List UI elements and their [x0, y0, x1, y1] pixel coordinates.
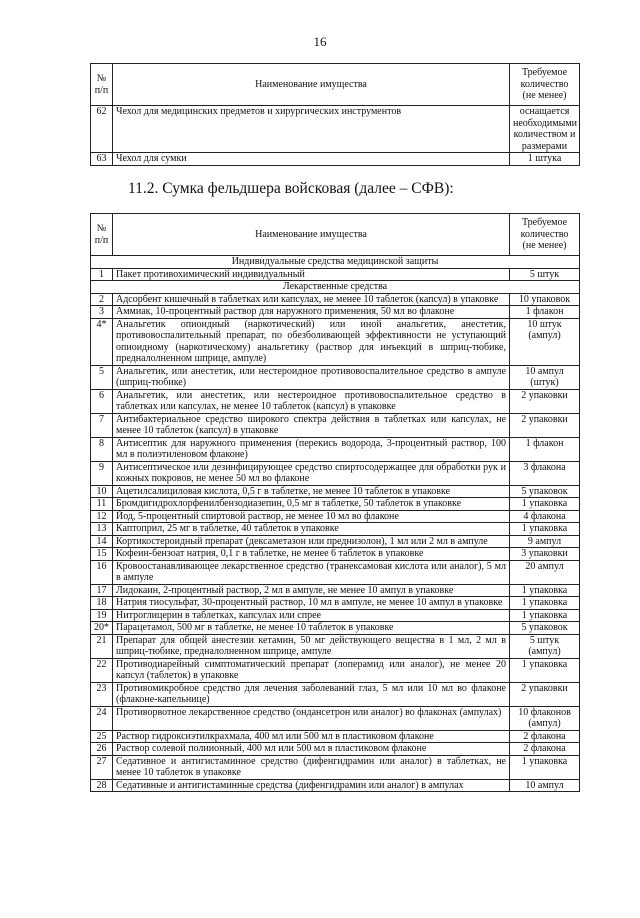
row-number: 26: [91, 743, 113, 756]
item-name: Кортикостероидный препарат (дексаметазон или преднизолон), 1 мл или 2 мл в ампуле: [113, 535, 510, 548]
header-num: № п/п: [91, 214, 113, 256]
header-name: Наименование имущества: [113, 214, 510, 256]
item-name: Препарат для общей анестезии кетамин, 50 мг действующего вещества в 1 мл, 2 мл в шприц-тюбике, предналолненном шприце, ампуле: [113, 634, 510, 658]
table-row: [91, 755, 580, 779]
item-name: Антисептик для наружного применения (перекись водорода, 3-процентный раствор, 100 мл в полиэтиленовом флаконе): [113, 437, 510, 461]
item-name: Противорвотное лекарственное средство (ондансетрон или аналог) во флаконах (ампулах): [113, 706, 510, 730]
item-quantity: 5 штук: [510, 268, 580, 281]
item-quantity: 10 флаконов (ампул): [510, 706, 580, 730]
table-row: [91, 535, 580, 548]
item-name: Ацетилсалициловая кислота, 0,5 г в таблетке, не менее 10 таблеток в упаковке: [113, 485, 510, 498]
item-name: Кровоостанавливающее лекарственное средство (транексамовая кислота или аналог), 5 мл в ампуле: [113, 560, 510, 584]
item-name: Чехол для сумки: [113, 153, 510, 166]
row-number: 5: [91, 365, 113, 389]
row-number: 11: [91, 498, 113, 511]
item-name: Нитроглицерин в таблетках, капсулах или спрее: [113, 609, 510, 622]
item-name: Каптоприл, 25 мг в таблетке, 40 таблеток в упаковке: [113, 523, 510, 536]
row-number: 9: [91, 461, 113, 485]
row-number: 62: [91, 106, 113, 153]
item-quantity: 1 упаковка: [510, 597, 580, 610]
item-name: Антисептическое или дезинфицирующее средство спиртосодержащее для обработки рук и кожных покровов, не менее 50 мл во флаконе: [113, 461, 510, 485]
row-number: 13: [91, 523, 113, 536]
item-quantity: 1 упаковка: [510, 755, 580, 779]
item-quantity: 9 ампул: [510, 535, 580, 548]
table-row: [91, 498, 580, 511]
row-number: 14: [91, 535, 113, 548]
row-number: 27: [91, 755, 113, 779]
item-quantity: 10 ампул (штук): [510, 365, 580, 389]
item-quantity: 1 штука: [510, 153, 580, 166]
item-quantity: 5 упаковок: [510, 622, 580, 635]
row-number: 63: [91, 153, 113, 166]
table-row: [91, 560, 580, 584]
item-name: Натрия тиосульфат, 30-процентный раствор, 10 мл в ампуле, не менее 10 ампул в упаковке: [113, 597, 510, 610]
item-quantity: 10 ампул: [510, 779, 580, 792]
item-name: Противомикробное средство для лечения заболеваний глаз, 5 мл или 10 мл во флаконе (флаконе-капельнице): [113, 682, 510, 706]
table-row: [91, 634, 580, 658]
row-number: 10: [91, 485, 113, 498]
item-quantity: 1 флакон: [510, 306, 580, 319]
item-quantity: 1 упаковка: [510, 609, 580, 622]
table-row: [91, 389, 580, 413]
row-number: 7: [91, 413, 113, 437]
table-row: [91, 485, 580, 498]
table-row: [91, 106, 580, 153]
item-quantity: 5 штук (ампул): [510, 634, 580, 658]
header-num: № п/п: [91, 64, 113, 106]
section-heading: 11.2. Сумка фельдшера войсковая (далее – СФВ):: [128, 180, 454, 197]
item-quantity: 2 флакона: [510, 730, 580, 743]
table-row: [91, 682, 580, 706]
row-number: 20*: [91, 622, 113, 635]
table-row: [91, 548, 580, 561]
table-row: [91, 743, 580, 756]
item-quantity: 2 упаковки: [510, 682, 580, 706]
row-number: 24: [91, 706, 113, 730]
item-name: Седативное и антигистаминное средство (дифенгидрамин или аналог) в таблетках, не менее 10 таблеток в упаковке: [113, 755, 510, 779]
table-row: [91, 153, 580, 166]
item-quantity: 4 флакона: [510, 510, 580, 523]
table-row: [91, 730, 580, 743]
page-number: 16: [313, 34, 327, 49]
row-number: 6: [91, 389, 113, 413]
row-number: 19: [91, 609, 113, 622]
item-quantity: оснащается необходимыми количеством и размерами: [510, 106, 580, 153]
header-qty: Требуемое количество (не менее): [510, 64, 580, 106]
table-row: [91, 510, 580, 523]
table-row: [91, 658, 580, 682]
row-number: 17: [91, 584, 113, 597]
row-number: 2: [91, 293, 113, 306]
table-row: [91, 622, 580, 635]
item-name: Адсорбент кишечный в таблетках или капсулах, не менее 10 таблеток (капсул) в упаковке: [113, 293, 510, 306]
table-row: [91, 523, 580, 536]
item-quantity: 1 упаковка: [510, 658, 580, 682]
equipment-table-continued: [90, 63, 580, 166]
table-row: [91, 365, 580, 389]
table-row: [91, 597, 580, 610]
table-row: [91, 706, 580, 730]
item-name: Йод, 5-процентный спиртовой раствор, не менее 10 мл во флаконе: [113, 510, 510, 523]
section-label: Лекарственные средства: [91, 281, 580, 294]
item-quantity: 5 упаковок: [510, 485, 580, 498]
item-quantity: 1 флакон: [510, 437, 580, 461]
item-quantity: 1 упаковка: [510, 498, 580, 511]
item-name: Парацетамол, 500 мг в таблетке, не менее 10 таблеток в упаковке: [113, 622, 510, 635]
table-header-row: [91, 214, 580, 256]
table-row: [91, 413, 580, 437]
item-quantity: 2 флакона: [510, 743, 580, 756]
row-number: 8: [91, 437, 113, 461]
item-quantity: 2 упаковки: [510, 389, 580, 413]
row-number: 23: [91, 682, 113, 706]
row-number: 18: [91, 597, 113, 610]
header-name: Наименование имущества: [113, 64, 510, 106]
item-name: Кофеин-бензоат натрия, 0,1 г в таблетке, не менее 6 таблеток в упаковке: [113, 548, 510, 561]
item-quantity: 1 упаковка: [510, 584, 580, 597]
section-label: Индивидуальные средства медицинской защиты: [91, 256, 580, 269]
medic-bag-table: [90, 213, 580, 792]
item-quantity: 3 флакона: [510, 461, 580, 485]
item-name: Бромдигидрохлорфенилбензодиазепин, 0,5 мг в таблетке, 50 таблеток в упаковке: [113, 498, 510, 511]
row-number: 4*: [91, 318, 113, 365]
item-name: Анальгетик, или анестетик, или нестероидное противовоспалительное средство в ампуле (шприц-тюбике): [113, 365, 510, 389]
row-number: 22: [91, 658, 113, 682]
item-name: Чехол для медицинских предметов и хирургических инструментов: [113, 106, 510, 153]
item-name: Лидокаин, 2-процентный раствор, 2 мл в ампуле, не менее 10 ампул в упаковке: [113, 584, 510, 597]
item-name: Антибактериальное средство широкого спектра действия в таблетках или капсулах, не менее 10 таблеток (капсул) в упаковке: [113, 413, 510, 437]
row-number: 28: [91, 779, 113, 792]
item-name: Анальгетик опиоидный (наркотический) или иной анальгетик, анестетик, противовоспалительный препарат, по обезболивающей эффективности не уступающий опиоидному (наркотическому) анальгетику (раствор для инъекций в шприц-тюбике, предналолненном шприце, ампуле): [113, 318, 510, 365]
table-row: [91, 461, 580, 485]
row-number: 15: [91, 548, 113, 561]
header-qty: Требуемое количество (не менее): [510, 214, 580, 256]
item-quantity: 3 упаковки: [510, 548, 580, 561]
item-name: Аммиак, 10-процентный раствор для наружного применения, 50 мл во флаконе: [113, 306, 510, 319]
table-row: [91, 609, 580, 622]
table-row: [91, 437, 580, 461]
item-name: Раствор гидроксиэтилкрахмала, 400 мл или 500 мл в пластиковом флаконе: [113, 730, 510, 743]
table-row: [91, 584, 580, 597]
table-row: [91, 293, 580, 306]
row-number: 3: [91, 306, 113, 319]
item-quantity: 10 штук (ампул): [510, 318, 580, 365]
item-name: Седативные и антигистаминные средства (дифенгидрамин или аналог) в ампулах: [113, 779, 510, 792]
item-name: Раствор солевой полиионный, 400 мл или 500 мл в пластиковом флаконе: [113, 743, 510, 756]
item-name: Пакет противохимический индивидуальный: [113, 268, 510, 281]
row-number: 21: [91, 634, 113, 658]
table-section-row: [91, 256, 580, 269]
item-quantity: 20 ампул: [510, 560, 580, 584]
item-quantity: 1 упаковка: [510, 523, 580, 536]
table-row: [91, 318, 580, 365]
table-section-row: [91, 281, 580, 294]
item-quantity: 10 упаковок: [510, 293, 580, 306]
row-number: 16: [91, 560, 113, 584]
item-name: Анальгетик, или анестетик, или нестероидное противовоспалительное средство в таблетках или капсулах, не менее 10 таблеток (капсул) в упаковке: [113, 389, 510, 413]
item-quantity: 2 упаковки: [510, 413, 580, 437]
item-name: Противодиарейный симптоматический препарат (лоперамид или аналог), не менее 20 капсул (таблеток) в упаковке: [113, 658, 510, 682]
table-row: [91, 268, 580, 281]
row-number: 12: [91, 510, 113, 523]
row-number: 1: [91, 268, 113, 281]
table-row: [91, 306, 580, 319]
row-number: 25: [91, 730, 113, 743]
table-header-row: [91, 64, 580, 106]
table-row: [91, 779, 580, 792]
